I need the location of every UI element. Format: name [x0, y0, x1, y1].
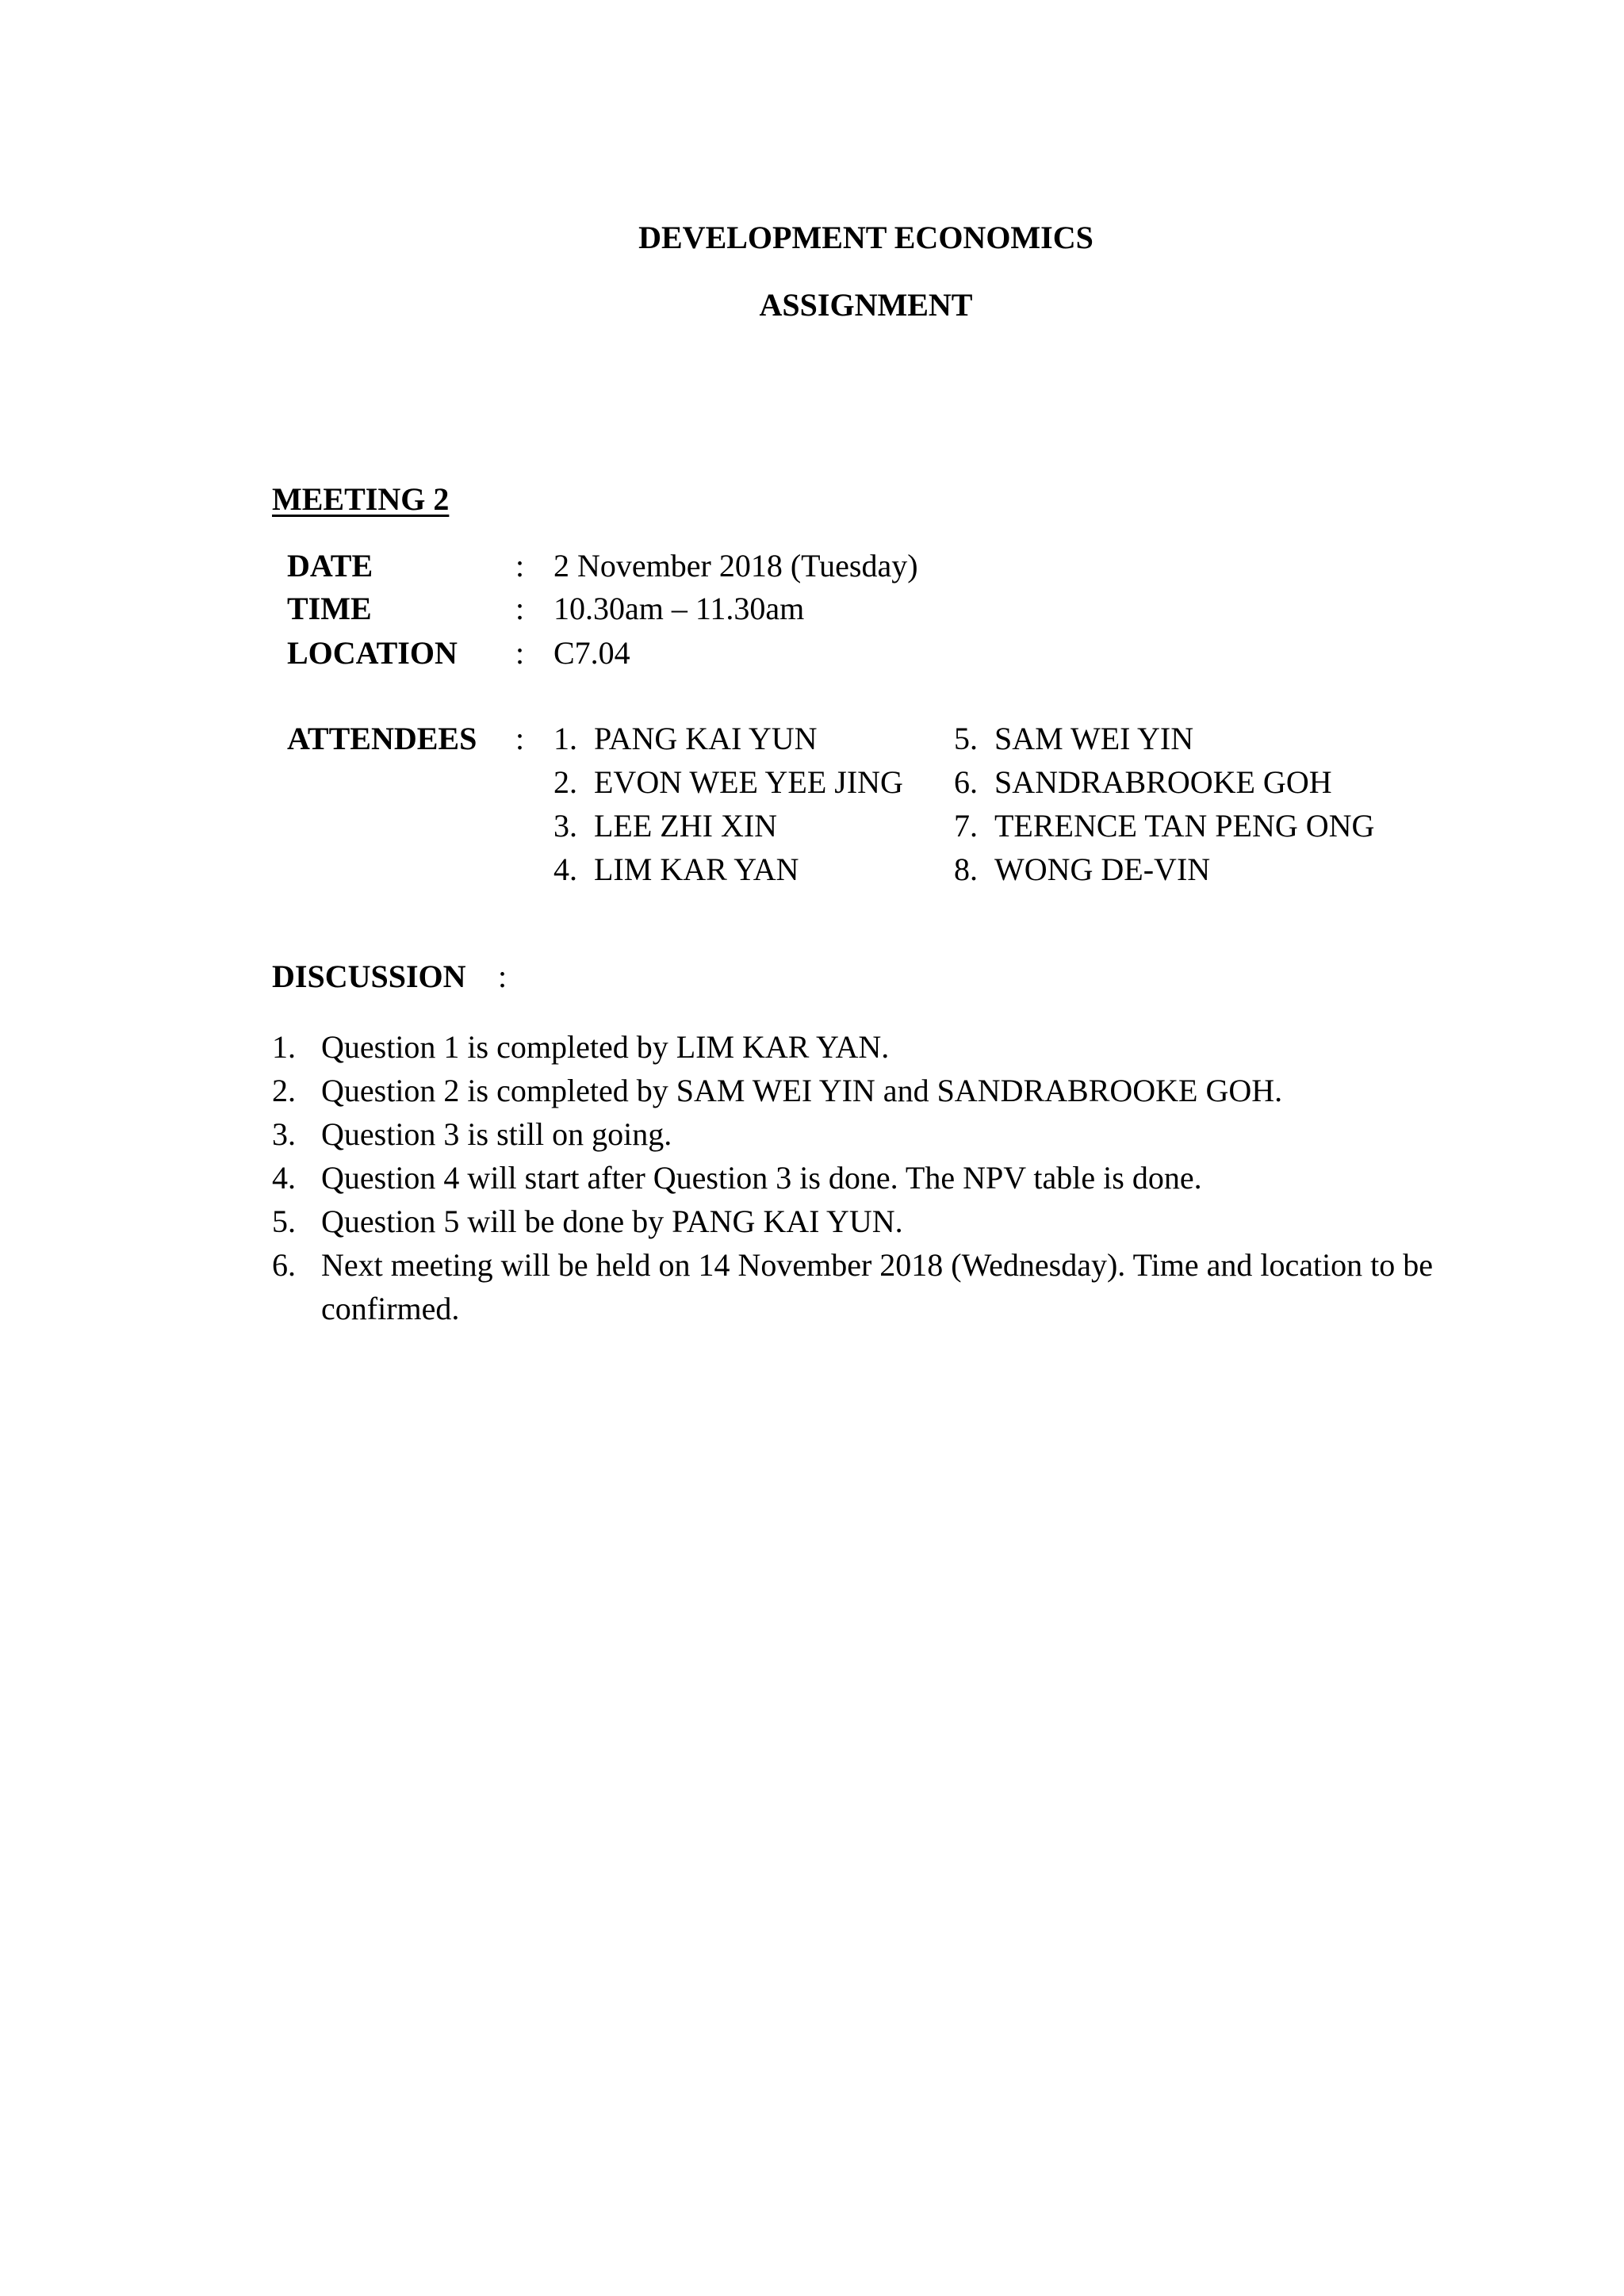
attendee-name: LIM KAR YAN	[594, 851, 799, 887]
attendee-number: 7.	[954, 808, 978, 844]
attendee-name: LEE ZHI XIN	[594, 808, 778, 844]
discussion-text: Question 5 will be done by PANG KAI YUN.	[321, 1203, 903, 1239]
attendee-number: 1.	[553, 721, 577, 756]
attendees-label: ATTENDEES	[287, 721, 477, 756]
detail-label-location: LOCATION	[287, 635, 458, 671]
attendee-number: 6.	[954, 764, 978, 800]
detail-value-time: 10.30am – 11.30am	[553, 591, 805, 626]
detail-value-location: C7.04	[553, 635, 630, 671]
detail-label-time: TIME	[287, 591, 372, 626]
discussion-number: 6.	[272, 1247, 296, 1283]
discussion-number: 1.	[272, 1029, 296, 1065]
discussion-label: DISCUSSION	[272, 959, 466, 994]
discussion-text: Next meeting will be held on 14 November 2018 (Wednesday). Time and location to be confirmed.	[321, 1247, 1434, 1326]
discussion-colon: :	[498, 959, 508, 994]
discussion-number: 2.	[272, 1073, 296, 1108]
detail-colon: :	[515, 635, 525, 671]
attendee-name: WONG DE-VIN	[994, 851, 1211, 887]
attendee-number: 2.	[553, 764, 577, 800]
attendee-number: 8.	[954, 851, 978, 887]
discussion-text: Question 4 will start after Question 3 is done. The NPV table is done.	[321, 1160, 1202, 1196]
attendee-name: TERENCE TAN PENG ONG	[994, 808, 1375, 844]
detail-colon: :	[515, 591, 525, 626]
attendee-name: EVON WEE YEE JING	[594, 764, 903, 800]
attendees-colon: :	[515, 721, 525, 756]
meeting-heading: MEETING 2	[272, 481, 450, 517]
attendee-name: SAM WEI YIN	[994, 721, 1194, 756]
document-title: DEVELOPMENT ECONOMICS	[638, 220, 1094, 255]
discussion-text: Question 1 is completed by LIM KAR YAN.	[321, 1029, 890, 1065]
discussion-heading	[272, 958, 508, 996]
document-subtitle: ASSIGNMENT	[759, 287, 973, 323]
attendee-name: PANG KAI YUN	[594, 721, 818, 756]
attendee-number: 3.	[553, 808, 577, 844]
attendee-name: SANDRABROOKE GOH	[994, 764, 1332, 800]
discussion-text: Question 3 is still on going.	[321, 1116, 672, 1152]
detail-colon: :	[515, 548, 525, 584]
detail-value-date: 2 November 2018 (Tuesday)	[553, 548, 918, 584]
attendee-number: 4.	[553, 851, 577, 887]
detail-label-date: DATE	[287, 548, 373, 584]
discussion-number: 3.	[272, 1116, 296, 1152]
discussion-number: 5.	[272, 1203, 296, 1239]
attendee-number: 5.	[954, 721, 978, 756]
discussion-number: 4.	[272, 1160, 296, 1196]
discussion-text: Question 2 is completed by SAM WEI YIN and SANDRABROOKE GOH.	[321, 1073, 1283, 1108]
